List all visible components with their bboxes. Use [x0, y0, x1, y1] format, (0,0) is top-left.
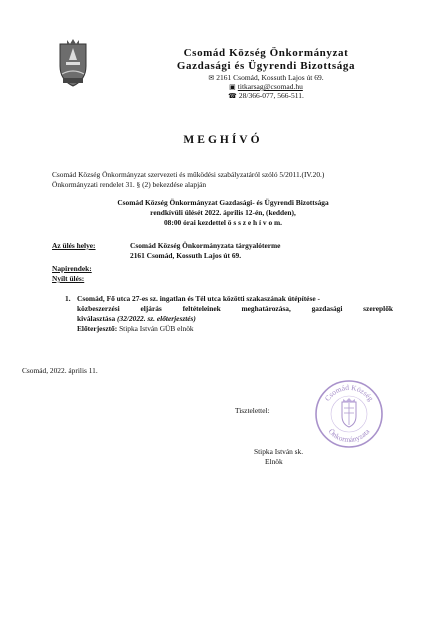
- agenda-item-line-2: közbeszerzési eljárás feltételeinek meghatározása, gazdasági szereplők: [77, 304, 393, 313]
- agenda-item-number: 1.: [65, 294, 71, 303]
- document-title: MEGHÍVÓ: [183, 134, 263, 146]
- header-email: ▣ titkarsag@csomad.hu: [229, 82, 303, 91]
- presenter-name: Stipka István GÜB elnök: [117, 324, 194, 333]
- agenda-item-subject-end: kiválasztása: [77, 314, 118, 323]
- org-name: Csomád Község Önkormányzat: [183, 47, 349, 59]
- agenda-presenter: [77, 324, 393, 334]
- official-stamp: [313, 378, 385, 450]
- venue-line-1: Csomád Község Önkormányzata tárgyalóterme: [130, 241, 281, 250]
- signer-name: Stipka István sk.: [254, 447, 304, 456]
- open-session-label: Nyílt ülés:: [52, 274, 85, 283]
- agenda-label: Napirendek:: [52, 264, 92, 273]
- convene-line-2: rendkívüli ülését 2022. április 12-én, (kedden),: [150, 208, 296, 217]
- agenda-item-line-3: [77, 314, 393, 324]
- presenter-label: Előterjesztő:: [77, 324, 118, 333]
- intro-line-1: Csomád Község Önkormányzat szervezeti és működési szabályzatáról szóló 5/2011.(IV.20.): [52, 170, 325, 179]
- agenda-item-line-1: Csomád, Fő utca 27-es sz. ingatlan és Tél utca közötti szakaszának útépítése -: [77, 294, 320, 303]
- email-icon: ▣: [229, 83, 236, 91]
- venue-line-2: 2161 Csomád, Kossuth Lajos út 69.: [130, 251, 242, 260]
- convene-line-1: Csomád Község Önkormányzat Gazdasági- és Ügyrendi Bizottsága: [117, 198, 329, 207]
- document-date: Csomád, 2022. április 11.: [22, 366, 98, 375]
- svg-text:Önkormányzata: Önkormányzata: [326, 426, 372, 445]
- intro-line-2: Önkormányzati rendelet 31. § (2) bekezdése alapján: [52, 180, 207, 189]
- municipal-crest-logo: [57, 38, 89, 88]
- venue-label: Az ülés helye:: [52, 241, 96, 250]
- header-phone: ☎ 28/366-077, 566-511.: [228, 91, 304, 100]
- signer-role: Elnök: [265, 457, 283, 466]
- agenda-item-reference: (32/2022. sz. előterjesztés): [117, 314, 196, 323]
- envelope-icon: ✉: [208, 74, 215, 82]
- closing-greeting: Tisztelettel:: [235, 406, 270, 415]
- svg-text:Csomád Község: Csomád Község: [322, 382, 376, 403]
- committee-name: Gazdasági és Ügyrendi Bizottsága: [176, 60, 356, 72]
- header-address: ✉ 2161 Csomád, Kossuth Lajos út 69.: [208, 73, 324, 82]
- phone-icon: ☎: [228, 92, 237, 100]
- convene-line-3: 08:00 órai kezdettel ö s s z e h í v o m.: [163, 218, 283, 227]
